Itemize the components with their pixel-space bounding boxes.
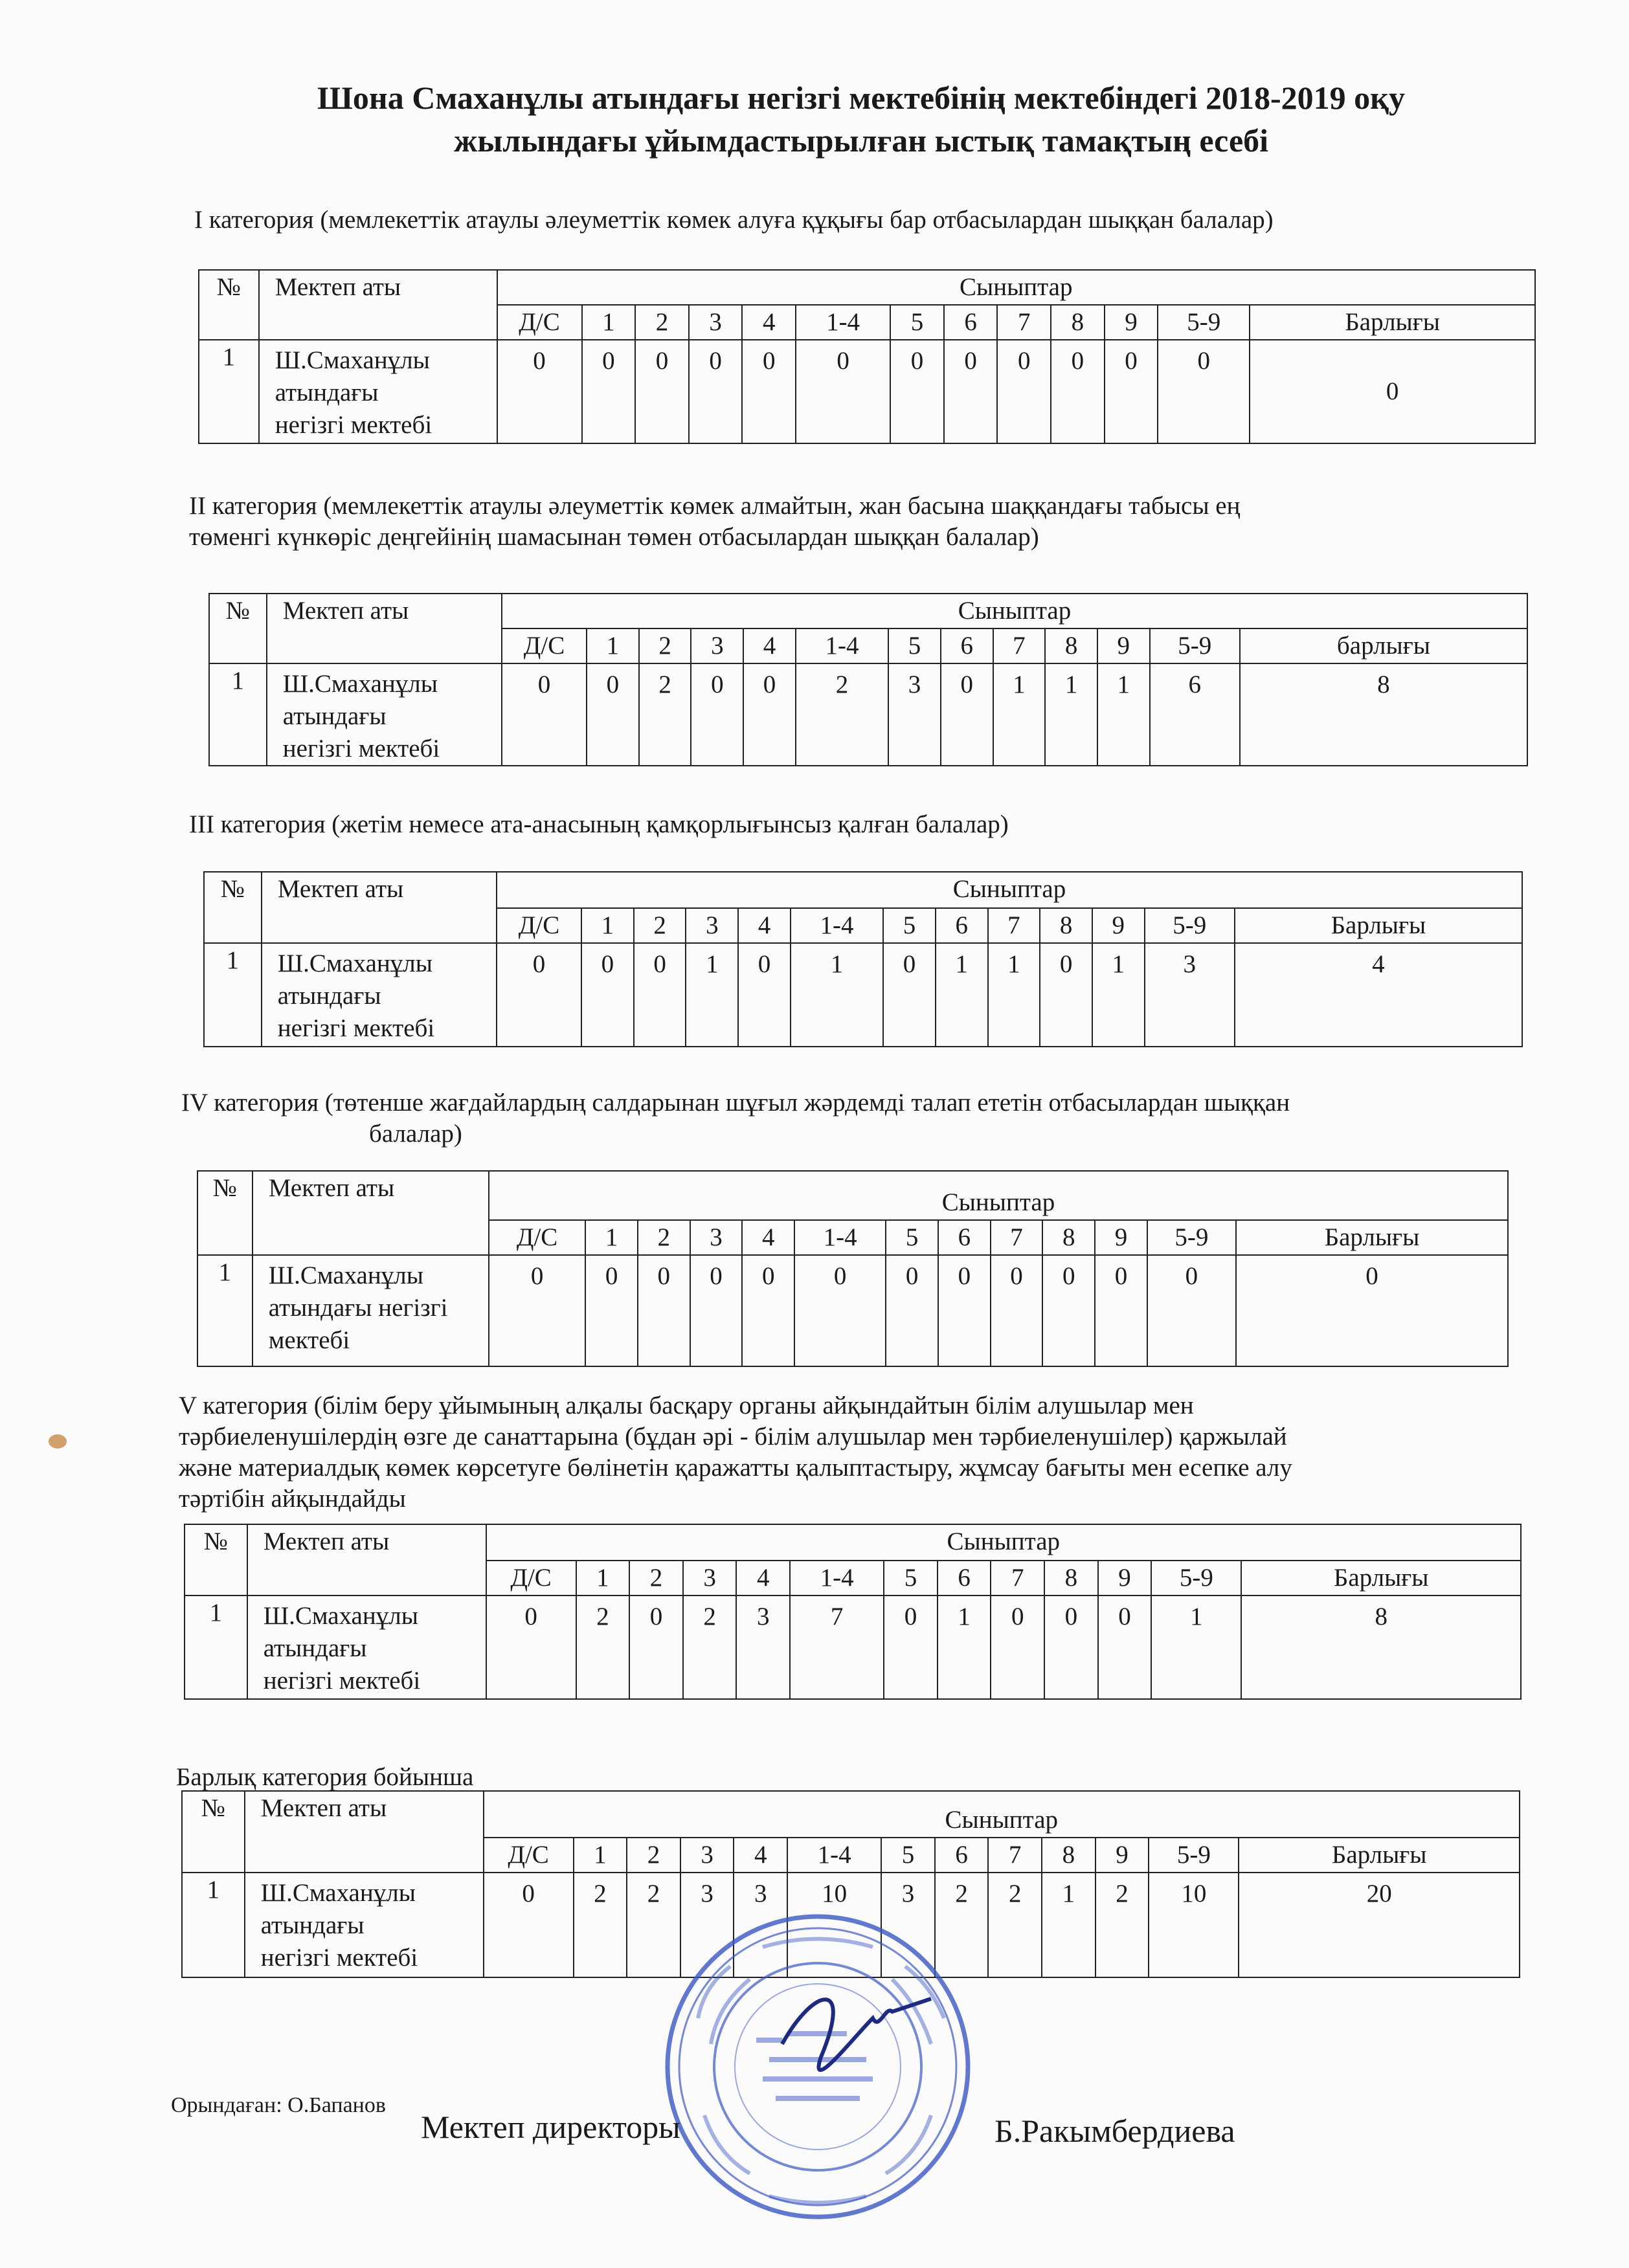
col-header: 8: [1051, 305, 1105, 340]
col-header: 4: [742, 305, 796, 340]
school-name-line: мектебі: [268, 1326, 350, 1354]
col-header: 5: [883, 908, 936, 943]
school-name-line: Ш.Смаханұлы: [277, 950, 433, 977]
value-cell: 0: [890, 340, 944, 443]
col-header: 8: [1042, 1220, 1095, 1255]
header-no: №: [197, 1171, 253, 1255]
value-cell: 2: [988, 1873, 1042, 1977]
value-cell: 0: [884, 1595, 938, 1699]
school-name-line: атындағы: [260, 1911, 365, 1939]
value-cell: 2: [1095, 1873, 1149, 1977]
col-header: 5-9: [1149, 1838, 1239, 1873]
value-cell: 0: [1098, 1595, 1152, 1699]
total-cell: 0: [1236, 1255, 1508, 1366]
school-name-line: негізгі мектебі: [260, 1944, 418, 1972]
col-header: 3: [686, 908, 738, 943]
value-cell: 7: [790, 1595, 884, 1699]
header-classes: Сыныптар: [497, 270, 1535, 305]
header-classes: Сыныптар: [502, 594, 1527, 628]
value-cell: 0: [991, 1595, 1044, 1699]
value-cell: 1: [1151, 1595, 1241, 1699]
col-header: 8: [1045, 628, 1097, 663]
school-name-line: атындағы: [282, 702, 387, 730]
table-row: [204, 943, 1522, 1047]
category-2-heading-line1: ІІ категория (мемлекеттік атаулы әлеуметтік көмек алмайтын, жан басына шаққандағы табысы ең: [189, 492, 1241, 520]
value-cell: 0: [991, 1255, 1043, 1366]
value-cell: 0: [634, 943, 686, 1047]
col-header: 3: [689, 305, 743, 340]
col-header: 9: [1092, 908, 1145, 943]
table-row: [197, 1255, 1508, 1366]
value-cell: 0: [938, 1255, 991, 1366]
school-name-line: Ш.Смаханұлы: [263, 1602, 418, 1630]
category-4-table: [197, 1170, 1509, 1367]
category-5-heading-line2: тәрбиеленушілердің өзге де санаттарына (бұдан әрі - білім алушылар мен тәрбиеленушілер) қаржылай: [179, 1423, 1287, 1451]
col-header: 1: [587, 628, 639, 663]
school-name-line: негізгі мектебі: [282, 735, 440, 762]
value-cell: 0: [502, 663, 587, 766]
category-1-heading: [194, 205, 1274, 236]
col-header: 9: [1105, 305, 1158, 340]
value-cell: 0: [581, 943, 634, 1047]
col-header: 7: [991, 1220, 1043, 1255]
value-cell: 3: [736, 1595, 790, 1699]
value-cell: 0: [1105, 340, 1158, 443]
header-school: Мектеп аты: [247, 1524, 486, 1595]
col-header: 8: [1042, 1838, 1095, 1873]
header-classes: Сыныптар: [497, 872, 1522, 908]
col-header: 4: [743, 628, 796, 663]
col-header: 9: [1098, 1561, 1152, 1595]
col-header: 5: [888, 628, 941, 663]
value-cell: 2: [627, 1873, 680, 1977]
value-cell: 1: [988, 943, 1040, 1047]
value-cell: 3: [734, 1873, 787, 1977]
category-3-table: [203, 871, 1523, 1047]
value-cell: 0: [587, 663, 639, 766]
col-header: 9: [1095, 1220, 1147, 1255]
value-cell: 2: [683, 1595, 737, 1699]
value-cell: 0: [497, 340, 582, 443]
value-cell: 0: [585, 1255, 638, 1366]
category-4-heading-line2: балалар): [369, 1120, 462, 1148]
row-no: 1: [182, 1873, 245, 1977]
col-header: 3: [691, 628, 743, 663]
value-cell: 10: [1149, 1873, 1239, 1977]
col-header: 5: [884, 1561, 938, 1595]
col-header: 9: [1097, 628, 1150, 663]
value-cell: 0: [489, 1255, 585, 1366]
school-name-line: атындағы: [275, 379, 379, 406]
header-school: Мектеп аты: [245, 1791, 484, 1873]
value-cell: 0: [883, 943, 936, 1047]
value-cell: 2: [639, 663, 691, 766]
value-cell: 0: [794, 1255, 886, 1366]
table-row: [199, 340, 1535, 443]
header-no: №: [209, 594, 267, 663]
school-name: [262, 943, 497, 1047]
col-header: 6: [938, 1220, 991, 1255]
value-cell: 6: [1150, 663, 1240, 766]
school-name-line: атындағы негізгі: [268, 1294, 448, 1322]
total-cell: 20: [1239, 1873, 1520, 1977]
value-cell: 0: [690, 1255, 743, 1366]
school-name-line: негізгі мектебі: [263, 1667, 421, 1695]
value-cell: 0: [796, 340, 890, 443]
col-header: 6: [941, 628, 993, 663]
col-header: 5-9: [1151, 1561, 1241, 1595]
value-cell: 0: [691, 663, 743, 766]
header-classes: Сыныптар: [486, 1524, 1521, 1561]
col-header: 5-9: [1150, 628, 1240, 663]
col-header: 3: [690, 1220, 743, 1255]
col-header: 1: [581, 908, 634, 943]
category-4-heading: [181, 1087, 1573, 1150]
col-header: 6: [936, 908, 988, 943]
value-cell: 1: [993, 663, 1046, 766]
value-cell: 10: [787, 1873, 881, 1977]
school-name-line: Ш.Смаханұлы: [275, 346, 430, 374]
value-cell: 0: [484, 1873, 574, 1977]
col-header: Д/С: [484, 1838, 574, 1873]
col-header: 5-9: [1147, 1220, 1236, 1255]
category-5-heading-line4: тәртібін айқындайды: [179, 1485, 406, 1513]
school-name: [245, 1873, 484, 1977]
value-cell: 2: [935, 1873, 989, 1977]
total-header: Барлығы: [1239, 1838, 1520, 1873]
total-header: Барлығы: [1241, 1561, 1521, 1595]
value-cell: 0: [497, 943, 581, 1047]
director-role: Мектеп директоры: [421, 2109, 680, 2145]
value-cell: 3: [881, 1873, 935, 1977]
header-no: №: [182, 1791, 245, 1873]
total-cell: 0: [1250, 340, 1535, 443]
stain-mark-icon: [47, 1432, 69, 1451]
value-cell: 0: [1158, 340, 1250, 443]
category-2-heading-line2: төменгі күнкөріс деңгейінің шамасынан төмен отбасылардан шыққан балалар): [189, 523, 1039, 551]
value-cell: 1: [938, 1595, 991, 1699]
school-name: [247, 1595, 486, 1699]
header-classes: Сыныптар: [489, 1171, 1508, 1220]
row-no: 1: [204, 943, 262, 1047]
value-cell: 0: [689, 340, 743, 443]
col-header: 1: [574, 1838, 627, 1873]
total-cell: 4: [1235, 943, 1522, 1047]
school-name-line: Ш.Смаханұлы: [282, 670, 438, 698]
col-header: 7: [993, 628, 1046, 663]
value-cell: 0: [638, 1255, 690, 1366]
col-header: Д/С: [497, 908, 581, 943]
col-header: 4: [734, 1838, 787, 1873]
category-2-heading: [189, 491, 1581, 553]
total-header: Барлығы: [1236, 1220, 1508, 1255]
value-cell: 1: [686, 943, 738, 1047]
col-header: 1-4: [791, 908, 883, 943]
col-header: 8: [1044, 1561, 1098, 1595]
col-header: Д/С: [502, 628, 587, 663]
col-header: 1: [582, 305, 636, 340]
col-header: Д/С: [489, 1220, 585, 1255]
category-5-heading-line3: және материалдық көмек көрсетуге бөлінетін қаражатты қалыптастыру, жұмсау бағыты мен есепке алу: [179, 1454, 1292, 1482]
value-cell: 0: [742, 340, 796, 443]
row-no: 1: [185, 1595, 247, 1699]
col-header: 5-9: [1158, 305, 1250, 340]
row-no: 1: [197, 1255, 253, 1366]
col-header: 1-4: [796, 628, 888, 663]
category-4-heading-line1: ІV категория (төтенше жағдайлардың салдарынан шұғыл жәрдемді талап ететін отбасылардан шыққан: [181, 1089, 1290, 1117]
col-header: 1-4: [794, 1220, 886, 1255]
school-name-line: Ш.Смаханұлы: [268, 1262, 423, 1289]
header-no: №: [185, 1524, 247, 1595]
col-header: Д/С: [497, 305, 582, 340]
school-name-line: атындағы: [263, 1634, 367, 1662]
value-cell: 2: [574, 1873, 627, 1977]
school-seal-stamp-icon: [659, 1908, 976, 2225]
col-header: 6: [944, 305, 998, 340]
header-school: Мектеп аты: [267, 594, 502, 663]
category-5-heading: [179, 1390, 1590, 1515]
col-header: 1-4: [787, 1838, 881, 1873]
col-header: Д/С: [486, 1561, 576, 1595]
value-cell: 1: [1045, 663, 1097, 766]
title-line-2: жылындағы ұйымдастырылған ыстық тамақтың есебі: [453, 122, 1269, 159]
value-cell: 0: [635, 340, 689, 443]
col-header: 3: [680, 1838, 734, 1873]
col-header: 4: [738, 908, 791, 943]
value-cell: 2: [576, 1595, 630, 1699]
col-header: 9: [1095, 1838, 1149, 1873]
executor: Орындаған: О.Бапанов: [171, 2093, 386, 2117]
school-name: [267, 663, 502, 766]
value-cell: 0: [1095, 1255, 1147, 1366]
value-cell: 3: [888, 663, 941, 766]
col-header: 3: [683, 1561, 737, 1595]
value-cell: 0: [886, 1255, 938, 1366]
col-header: 1-4: [790, 1561, 884, 1595]
total-header: барлығы: [1240, 628, 1527, 663]
total-header: Барлығы: [1235, 908, 1522, 943]
header-classes: Сыныптар: [484, 1791, 1520, 1838]
table-row: [209, 663, 1527, 766]
value-cell: 1: [1092, 943, 1145, 1047]
category-1-heading-line1: І категория (мемлекеттік атаулы әлеуметтік көмек алуға құқығы бар отбасылардан шыққан балалар): [194, 206, 1274, 234]
value-cell: 0: [742, 1255, 794, 1366]
value-cell: 3: [1145, 943, 1235, 1047]
col-header: 2: [635, 305, 689, 340]
total-cell: 8: [1241, 1595, 1521, 1699]
value-cell: 1: [1042, 1873, 1095, 1977]
school-name-line: Ш.Смаханұлы: [260, 1879, 416, 1907]
value-cell: 0: [997, 340, 1051, 443]
col-header: 7: [988, 1838, 1042, 1873]
col-header: 5: [881, 1838, 935, 1873]
col-header: 6: [935, 1838, 989, 1873]
header-school: Мектеп аты: [253, 1171, 489, 1255]
director-name: Б.Ракымбердиева: [994, 2113, 1235, 2149]
col-header: 8: [1040, 908, 1092, 943]
document-title: [194, 76, 1528, 162]
category-3-heading: [189, 809, 1009, 840]
col-header: 2: [627, 1838, 680, 1873]
value-cell: 0: [941, 663, 993, 766]
col-header: 5: [886, 1220, 938, 1255]
value-cell: 0: [582, 340, 636, 443]
value-cell: 2: [796, 663, 888, 766]
value-cell: 1: [791, 943, 883, 1047]
col-header: 1: [585, 1220, 638, 1255]
col-header: 2: [639, 628, 691, 663]
col-header: 1-4: [796, 305, 890, 340]
value-cell: 0: [1042, 1255, 1095, 1366]
value-cell: 0: [629, 1595, 683, 1699]
col-header: 2: [638, 1220, 690, 1255]
value-cell: 0: [738, 943, 791, 1047]
row-no: 1: [209, 663, 267, 766]
value-cell: 0: [486, 1595, 576, 1699]
col-header: 5: [890, 305, 944, 340]
value-cell: 0: [1147, 1255, 1236, 1366]
school-name-line: негізгі мектебі: [275, 411, 433, 439]
school-name: [253, 1255, 489, 1366]
school-name: [259, 340, 497, 443]
row-no: 1: [199, 340, 259, 443]
category-2-table: [208, 593, 1528, 766]
category-5-heading-line1: V категория (білім беру ұйымының алқалы басқару органы айқындайтын білім алушылар мен: [179, 1392, 1194, 1419]
value-cell: 0: [944, 340, 998, 443]
col-header: 7: [997, 305, 1051, 340]
value-cell: 0: [1040, 943, 1092, 1047]
all-categories-heading-line1: Барлық категория бойынша: [176, 1763, 474, 1791]
total-cell: 8: [1240, 663, 1527, 766]
school-name-line: атындағы: [277, 982, 381, 1010]
header-no: №: [199, 270, 259, 340]
col-header: 6: [938, 1561, 991, 1595]
value-cell: 3: [680, 1873, 734, 1977]
value-cell: 0: [1044, 1595, 1098, 1699]
value-cell: 0: [743, 663, 796, 766]
title-line-1: Шона Смаханұлы атындағы негізгі мектебінің мектебіндегі 2018-2019 оқу: [317, 80, 1405, 116]
header-school: Мектеп аты: [262, 872, 497, 943]
col-header: 4: [742, 1220, 794, 1255]
col-header: 2: [629, 1561, 683, 1595]
value-cell: 1: [1097, 663, 1150, 766]
all-categories-heading: [176, 1762, 473, 1793]
header-no: №: [204, 872, 262, 943]
col-header: 7: [988, 908, 1040, 943]
header-school: Мектеп аты: [259, 270, 497, 340]
col-header: 4: [736, 1561, 790, 1595]
col-header: 1: [576, 1561, 630, 1595]
col-header: 2: [634, 908, 686, 943]
table-row: [185, 1595, 1521, 1699]
total-header: Барлығы: [1250, 305, 1535, 340]
category-1-table: [198, 269, 1536, 444]
category-5-table: [184, 1524, 1522, 1700]
col-header: 5-9: [1145, 908, 1235, 943]
value-cell: 0: [1051, 340, 1105, 443]
school-name-line: негізгі мектебі: [277, 1014, 435, 1042]
col-header: 7: [991, 1561, 1044, 1595]
value-cell: 1: [936, 943, 988, 1047]
category-3-heading-line1: ІІІ категория (жетім немесе ата-анасының қамқорлығынсыз қалған балалар): [189, 810, 1009, 838]
